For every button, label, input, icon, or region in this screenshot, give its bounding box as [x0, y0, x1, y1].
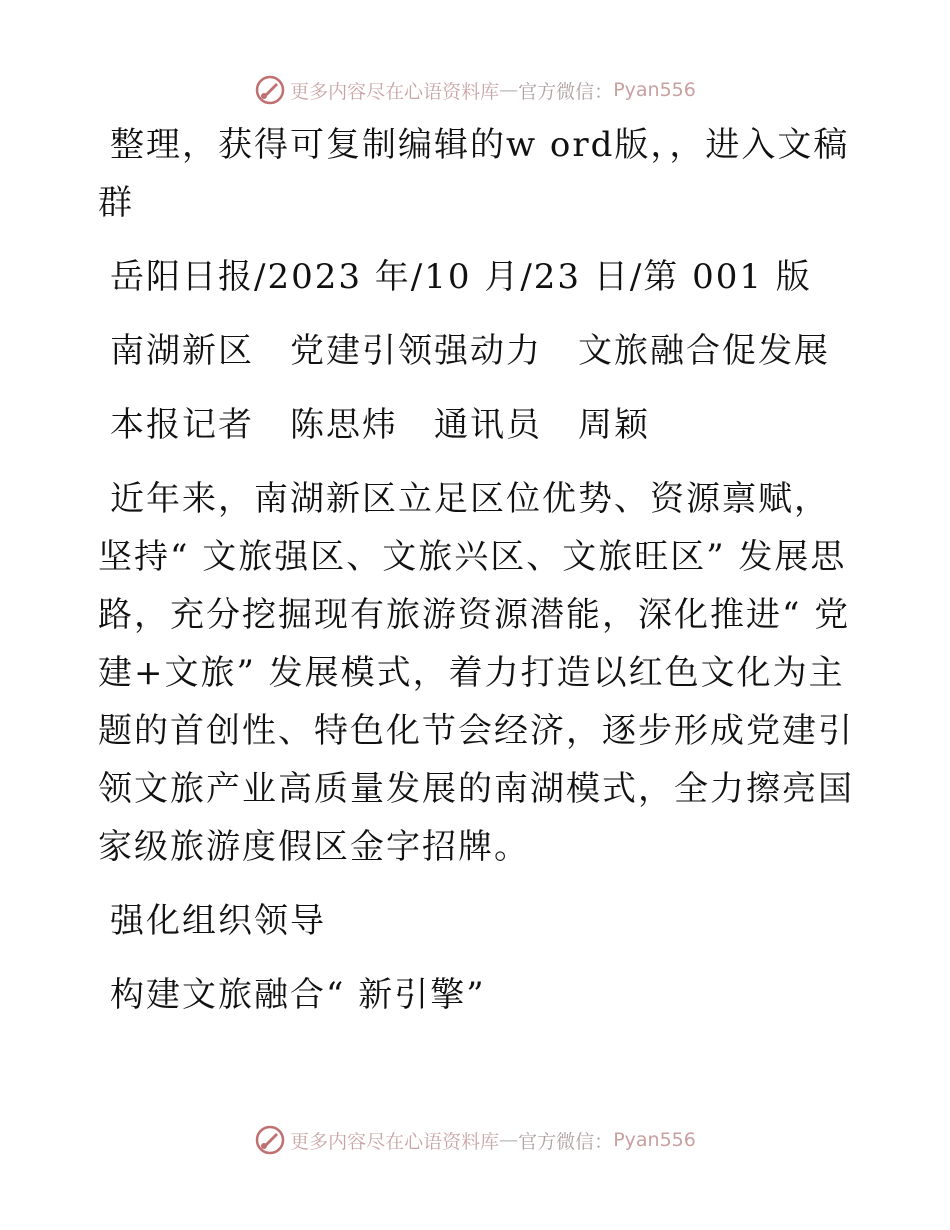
footer-watermark: [0, 1120, 950, 1160]
section-heading: 强化组织领导: [110, 901, 326, 941]
section-subheading: 构建文旅融合“ 新引擎”: [110, 975, 486, 1015]
watermark-separator: —: [499, 79, 519, 101]
article-title: 南湖新区 党建引领强动力 文旅融合促发展: [110, 331, 830, 371]
watermark-separator: —: [499, 1129, 519, 1151]
body-paragraph: 近年来，南湖新区立足区位优势、资源禀赋，坚持“ 文旅强区、文旅兴区、文旅旺区” 发展思路，充分挖掘现有旅游资源潜能，深化推进“ 党建+文旅” 发展模式，着力打造以红色文化为主题的首创性、特色化节会经济，逐步形成党建引领文旅产业高质量发展的南湖模式，全力擦亮国家级旅游度假区金字招牌。: [98, 479, 854, 867]
header-watermark: [0, 70, 950, 110]
document-body: [98, 116, 858, 1040]
source-line: 岳阳日报/2023 年/10 月/23 日/第 001 版: [110, 257, 812, 297]
watermark-wechat-id: Pyan556: [613, 1129, 696, 1151]
watermark-wechat-label: 官方微信：: [518, 80, 614, 103]
watermark-wechat-label: 官方微信：: [518, 1130, 614, 1153]
intro-paragraph: 整理，获得可复制编辑的w ord版，，进入文稿群: [98, 125, 850, 223]
library-logo-icon: [254, 1124, 286, 1156]
watermark-site-text: 更多内容尽在心语资料库: [290, 80, 500, 103]
library-logo-icon: [254, 74, 286, 106]
watermark-site-text: 更多内容尽在心语资料库: [290, 1130, 500, 1153]
byline: 本报记者 陈思炜 通讯员 周颖: [110, 405, 650, 445]
watermark-wechat-id: Pyan556: [613, 79, 696, 101]
